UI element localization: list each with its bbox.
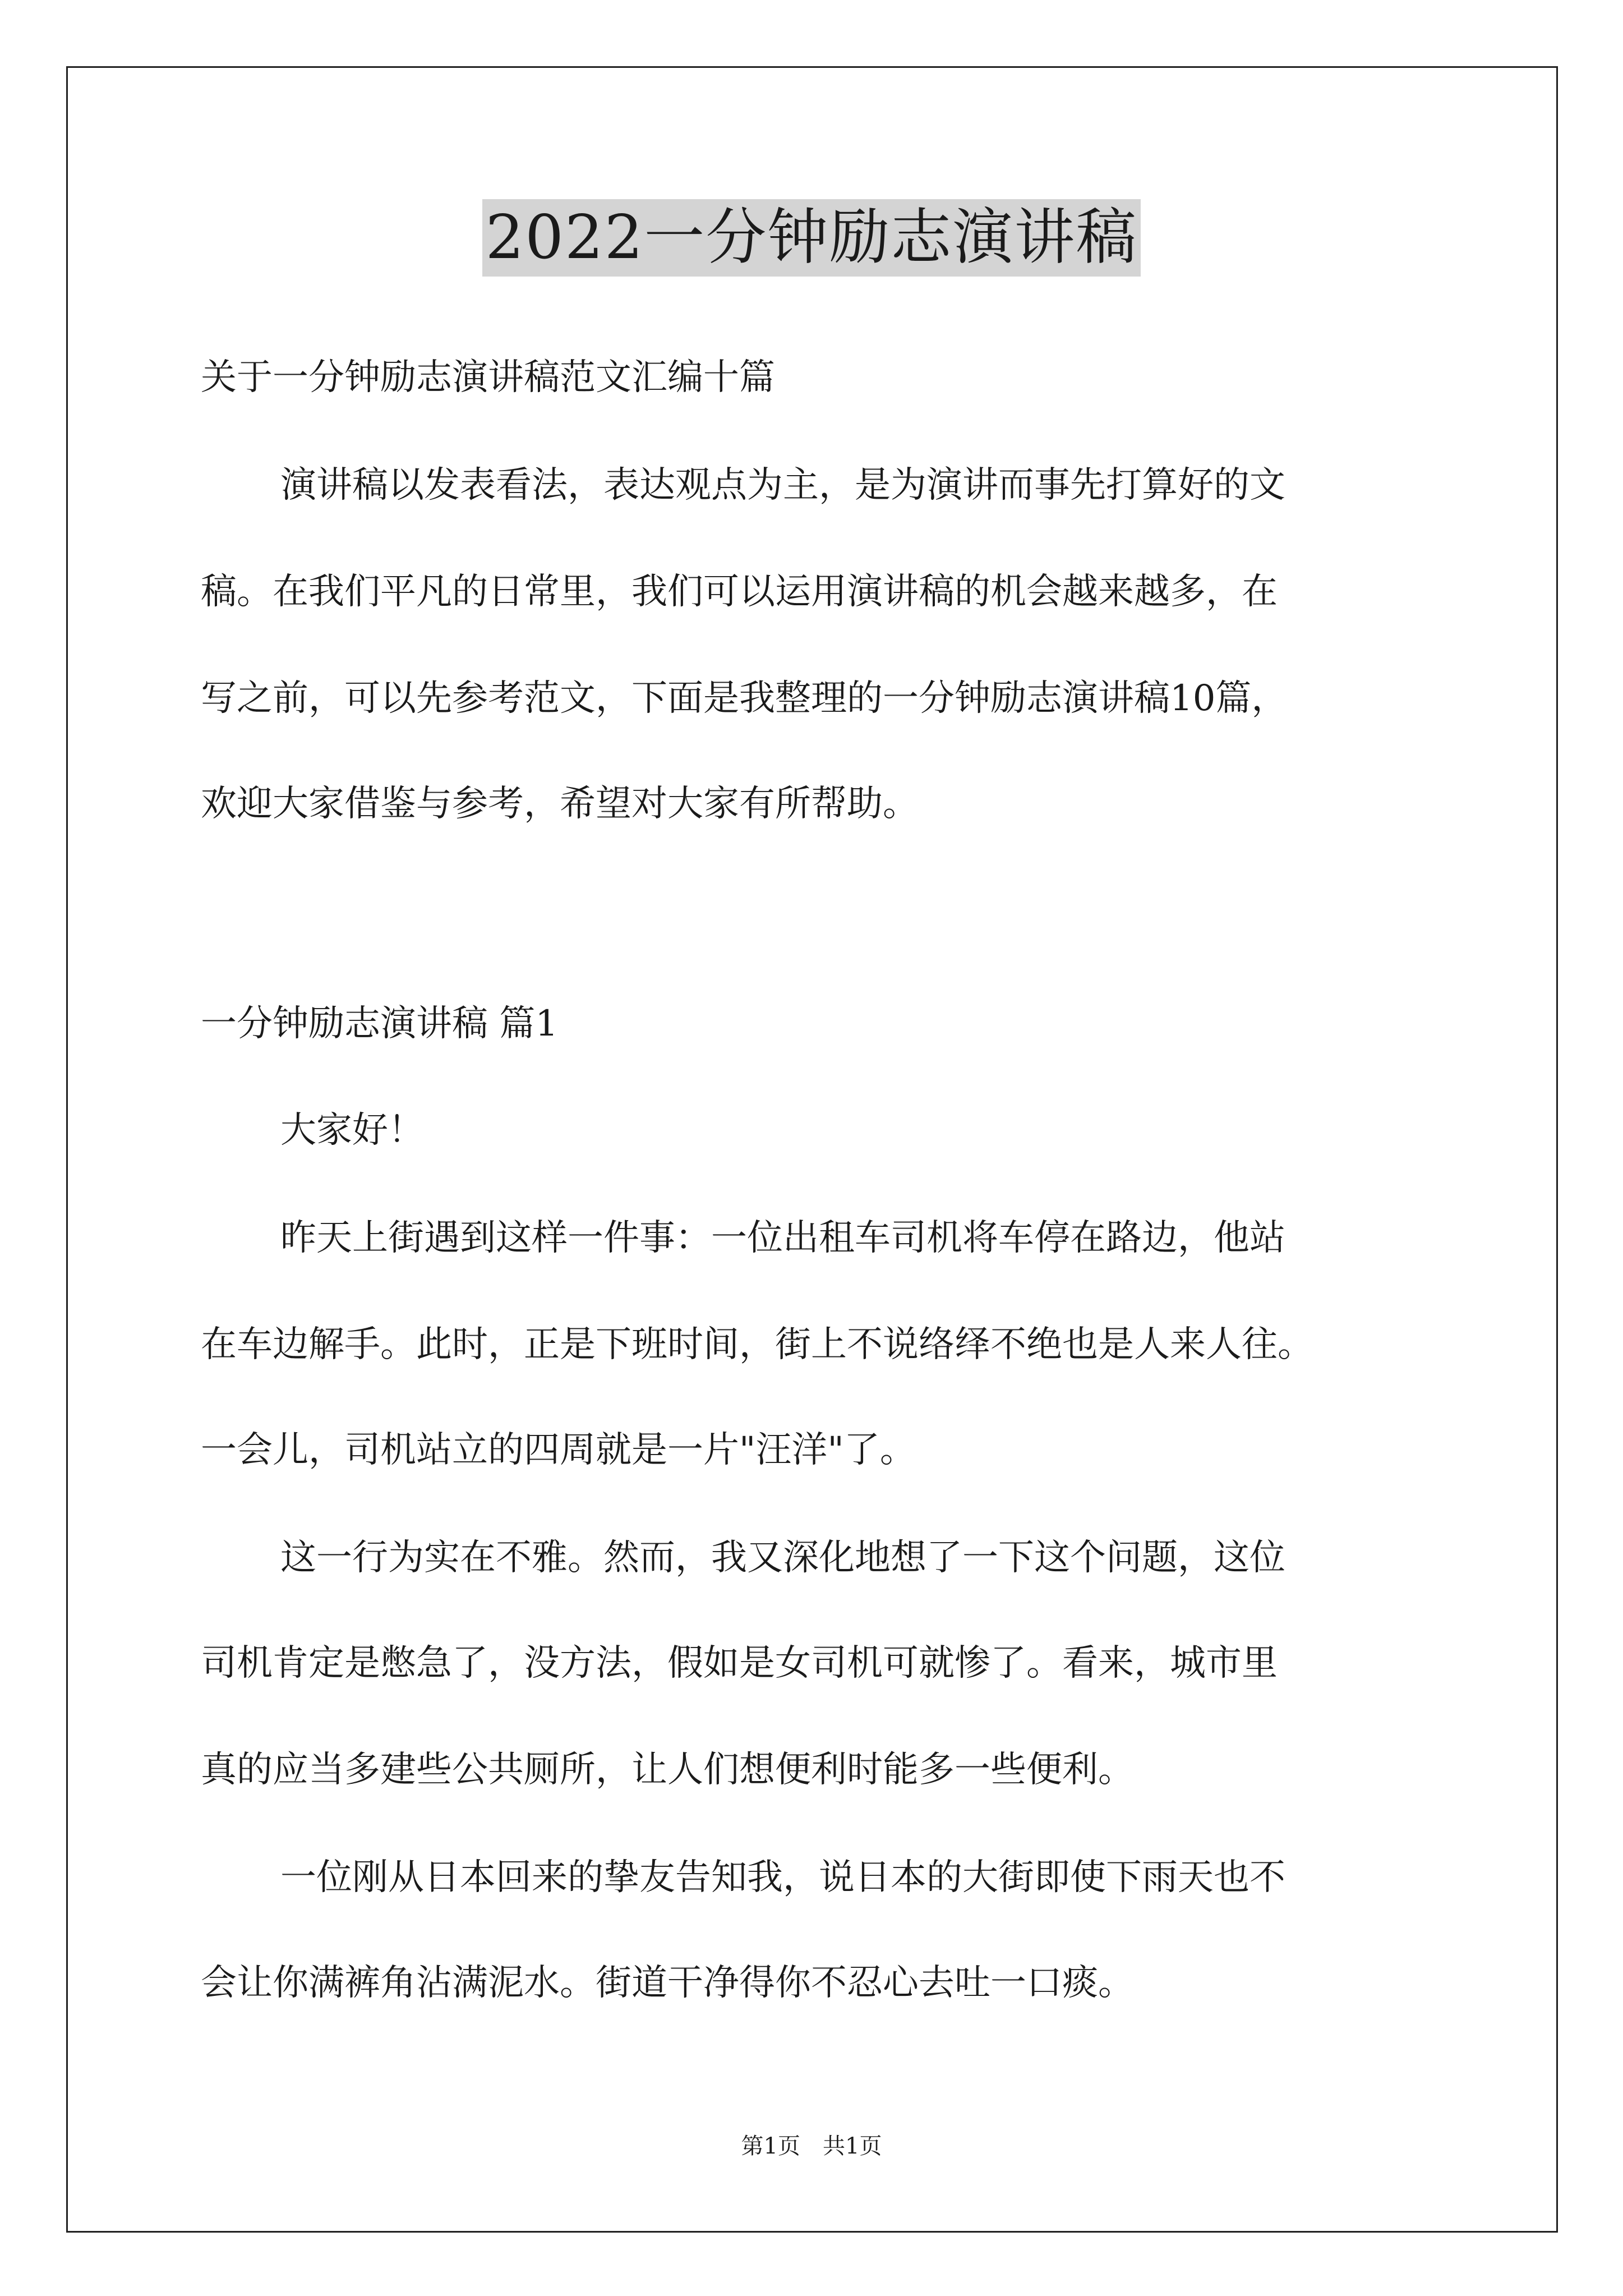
greeting-line: 大家好！: [280, 1110, 424, 1151]
document-subtitle: 关于一分钟励志演讲稿范文汇编十篇: [201, 357, 775, 398]
section-heading: 一分钟励志演讲稿 篇1: [201, 1003, 559, 1045]
paragraph1-line-3: 一会儿，司机站立的四周就是一片"汪洋"了。: [201, 1429, 916, 1471]
intro-line-1: 演讲稿以发表看法，表达观点为主，是为演讲而事先打算好的文: [280, 464, 1285, 506]
paragraph3-line-2: 会让你满裤角沾满泥水。街道干净得你不忍心去吐一口痰。: [201, 1962, 1134, 2004]
paragraph2-line-3: 真的应当多建些公共厕所，让人们想便利时能多一些便利。: [201, 1749, 1134, 1791]
paragraph2-line-1: 这一行为实在不雅。然而，我又深化地想了一下这个问题，这位: [280, 1537, 1285, 1579]
document-title: 2022一分钟励志演讲稿: [482, 199, 1141, 277]
intro-line-2: 稿。在我们平凡的日常里，我们可以运用演讲稿的机会越来越多，在: [201, 571, 1278, 613]
paragraph2-line-2: 司机肯定是憋急了，没方法，假如是女司机可就惨了。看来，城市里: [201, 1642, 1278, 1684]
paragraph3-line-1: 一位刚从日本回来的挚友告知我，说日本的大街即使下雨天也不: [280, 1857, 1285, 1898]
title-container: [0, 199, 1623, 277]
intro-line-3: 写之前，可以先参考范文，下面是我整理的一分钟励志演讲稿10篇，: [201, 678, 1288, 719]
paragraph1-line-1: 昨天上街遇到这样一件事：一位出租车司机将车停在路边，他站: [280, 1217, 1285, 1259]
intro-line-4: 欢迎大家借鉴与参考，希望对大家有所帮助。: [201, 783, 919, 825]
page-number-footer: 第1页 共1页: [741, 2133, 882, 2159]
paragraph1-line-2: 在车边解手。此时，正是下班时间，街上不说络绎不绝也是人来人往。: [201, 1324, 1313, 1365]
